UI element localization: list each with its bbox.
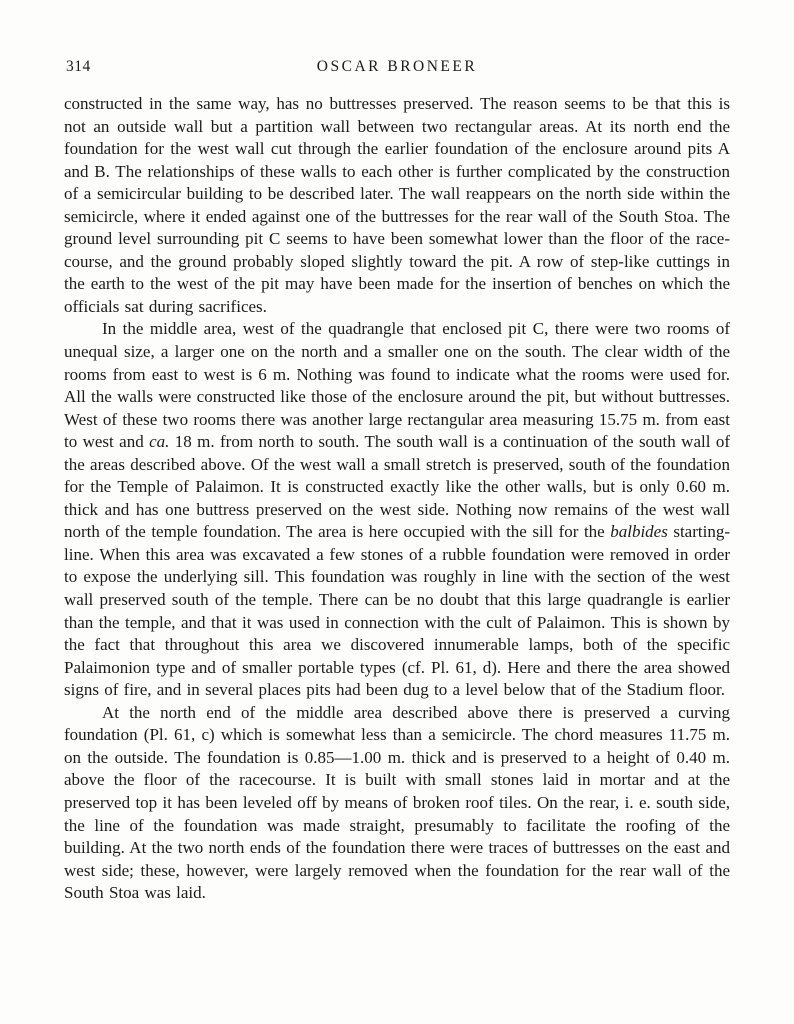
text-run: At the north end of the middle area described above there is preserved a curving foundation (Pl. 61, c) which is somewhat less than a semicircle. The chord measures 11.75 m. on the outside. The foundation is 0.85—1.00 m. thick and is preserved to a height of 0.40 m. above the floor of the racecourse. It is built with small stones laid in mortar and at the preserved top it has been leveled off by means of broken roof tiles. On the rear, i. e. south side, the line of the foundation was made straight, presumably to facilitate the roofing of the building. At the two north ends of the foundation there were traces of buttresses on the east and west side; these, however, were largely removed when the foundation for the rear wall of the South Stoa was laid. — [64, 702, 730, 903]
paragraph-1 — [64, 93, 730, 318]
italic-term-balbides: balbides — [610, 522, 668, 542]
text-run: 18 m. from north to south. The south wall is a continuation of the south wall of the areas described above. Of the west wall a small stretch is preserved, south of the foundation for the Temple of Palaimon. It is constructed exactly like the other walls, but is only 0.60 m. thick and has one buttress preserved on the west side. Nothing now remains of the west wall north of the temple foundation. The area is here occupied with the sill for the — [64, 432, 730, 542]
body-text — [64, 93, 730, 905]
running-head-author: OSCAR BRONEER — [316, 58, 478, 75]
text-run: In the middle area, west of the quadrangle that enclosed pit C, there were two rooms of unequal size, a larger one on the north and a smaller one on the south. The clear width of the rooms from east to west is 6 m. Nothing was found to indicate what the rooms were used for. All the walls were constructed like those of the enclosure around the pit, but without buttresses. West of these two rooms there was another large rectangular area measuring 15.75 m. from east to west and — [64, 319, 730, 452]
paragraph-2 — [64, 318, 730, 701]
italic-term-ca: ca. — [149, 432, 170, 452]
page-number: 314 — [66, 58, 91, 75]
text-run: constructed in the same way, has no buttresses preserved. The reason seems to be that this is not an outside wall but a partition wall between two rectangular areas. At its north end the foundation for the west wall cut through the earlier foundation of the enclosure around pits A and B. The relationships of these walls to each other is further complicated by the construction of a semicircular building to be described later. The wall reappears on the north side within the semicircle, where it ended against one of the buttresses for the rear wall of the South Stoa. The ground level surrounding pit C seems to have been somewhat lower than the floor of the race-course, and the ground probably sloped slightly toward the pit. A row of step-like cuttings in the earth to the west of the pit may have been made for the insertion of benches on which the officials sat during sacrifices. — [64, 94, 730, 316]
page-header — [64, 58, 730, 78]
paragraph-3 — [64, 702, 730, 905]
text-run: starting-line. When this area was excavated a few stones of a rubble foundation were removed in order to expose the underlying sill. This foundation was roughly in line with the section of the west wall preserved south of the temple. There can be no doubt that this large quadrangle is earlier than the temple, and that it was used in connection with the cult of Palaimon. This is shown by the fact that throughout this area we discovered innumerable lamps, both of the specific Palaimonion type and of smaller portable types (cf. Pl. 61, d). Here and there the area showed signs of fire, and in several places pits had been dug to a level below that of the Stadium floor. — [64, 522, 730, 700]
